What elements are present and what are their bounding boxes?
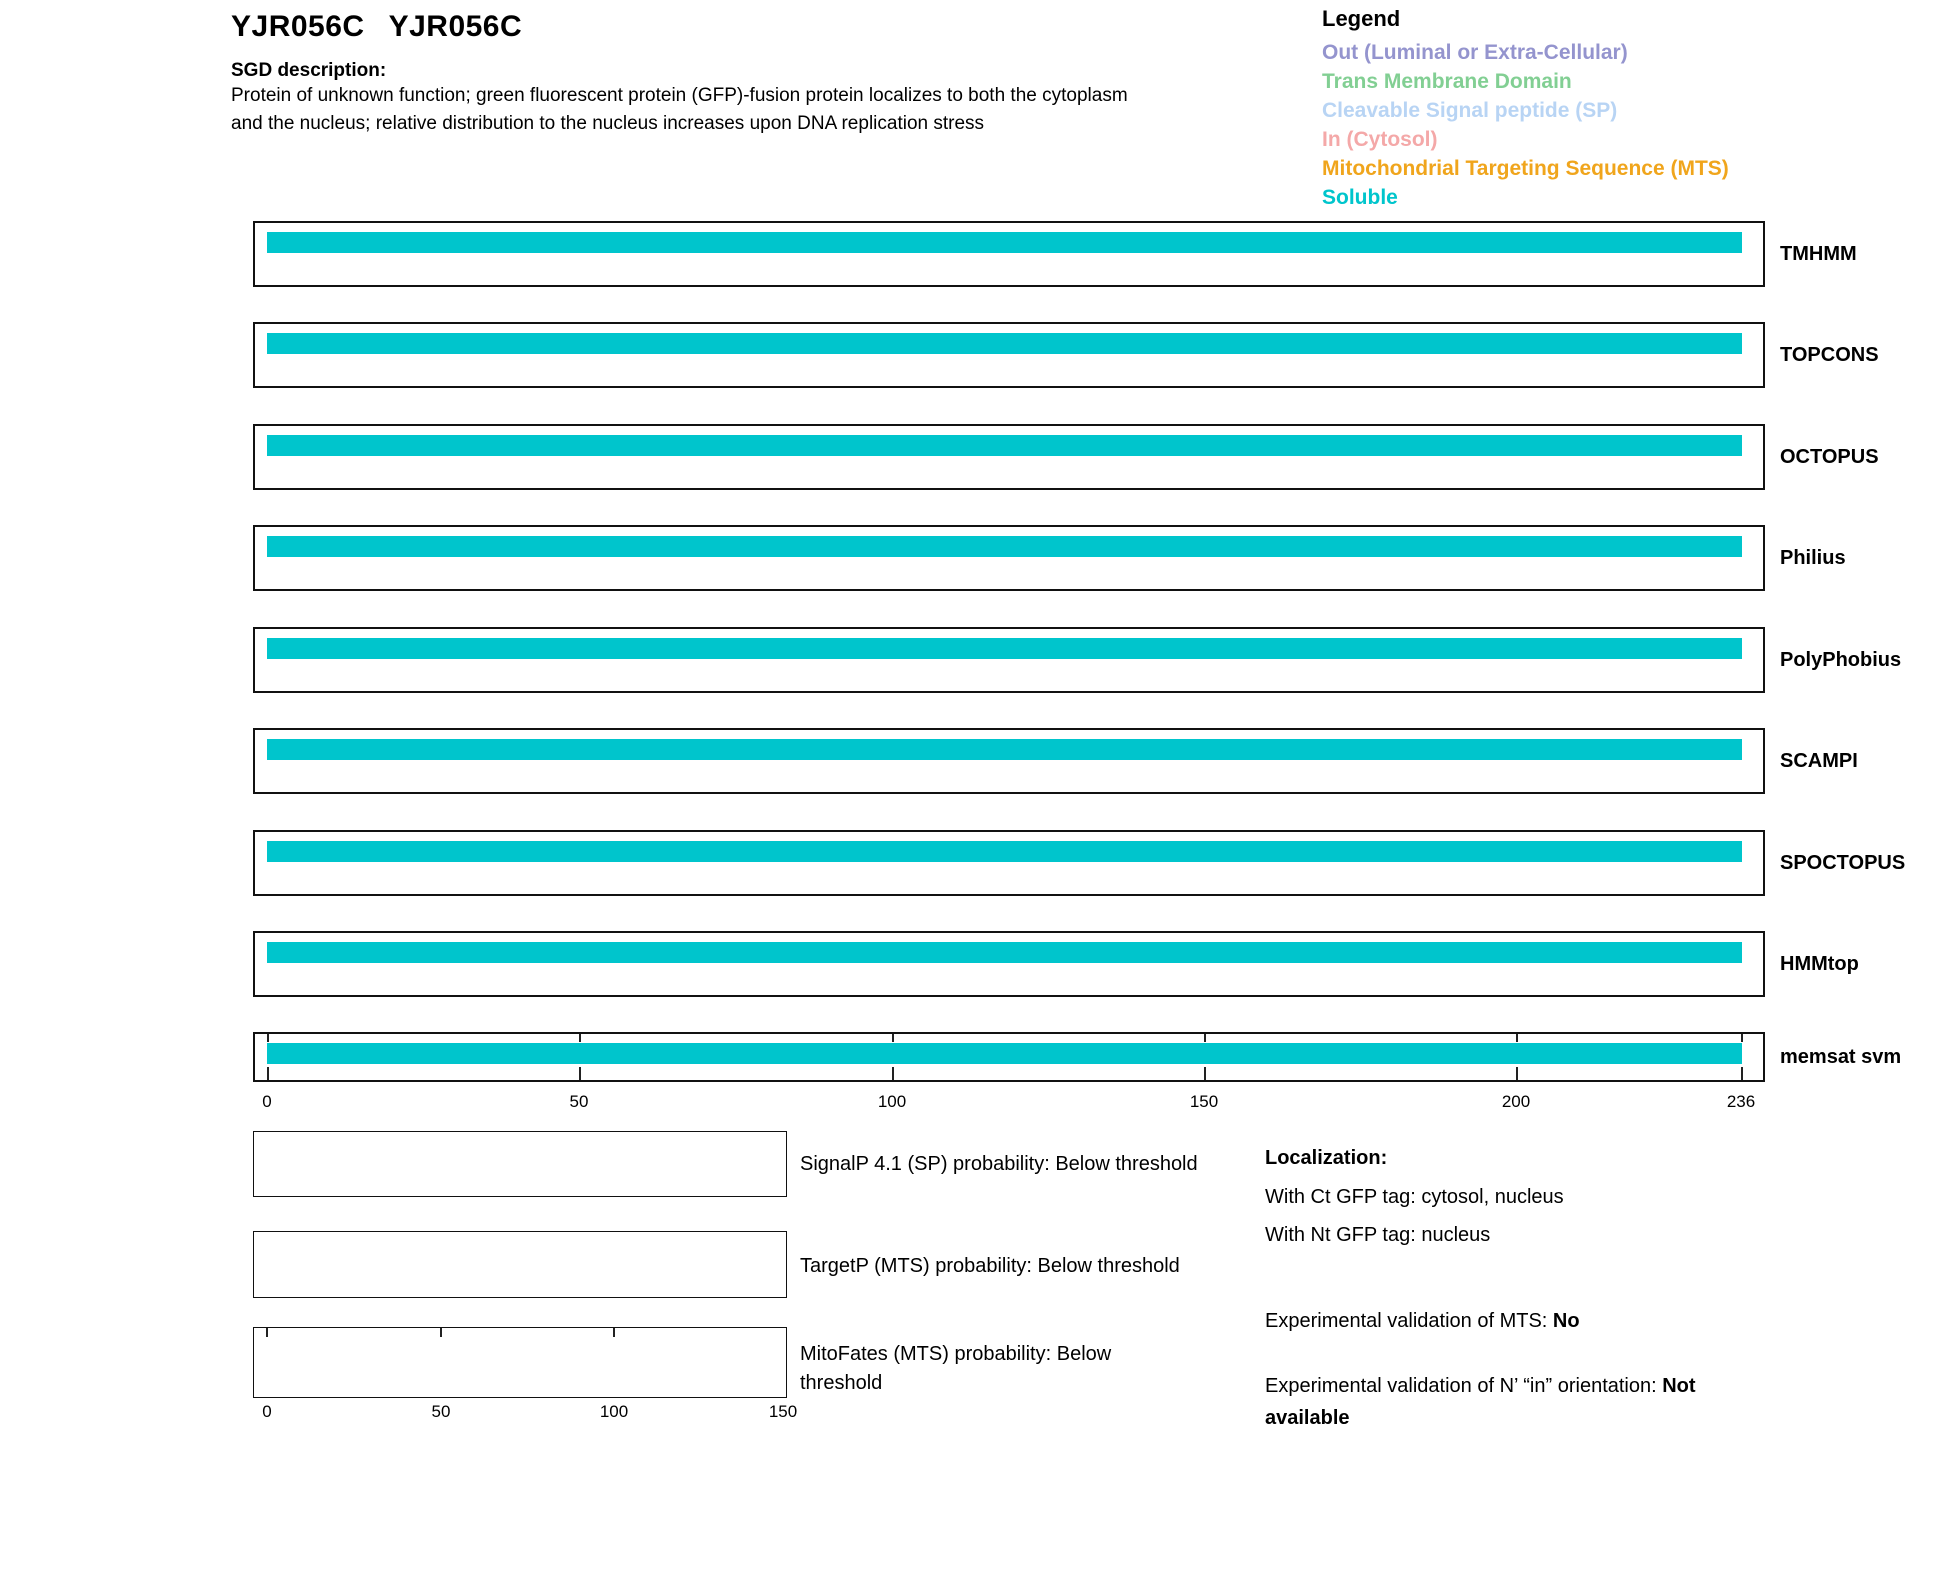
sgd-description-line1: Protein of unknown function; green fluorescent protein (GFP)-fusion protein localizes to both the cytoplasm xyxy=(231,85,1128,106)
soluble-bar xyxy=(267,536,1742,557)
track-box xyxy=(253,1032,1765,1082)
legend-entry-sp: Cleavable Signal peptide (SP) xyxy=(1322,99,1618,122)
gene-standard-name: YJR056C xyxy=(388,10,523,43)
legend-entry-mts: Mitochondrial Targeting Sequence (MTS) xyxy=(1322,157,1729,180)
track-box xyxy=(253,424,1765,490)
track-box xyxy=(253,322,1765,388)
track-row-polyphobius xyxy=(253,627,1950,693)
legend-entry-soluble: Soluble xyxy=(1322,186,1398,209)
axis-tick xyxy=(579,1034,581,1042)
sgd-description-label: SGD description: xyxy=(231,60,387,81)
x-axis xyxy=(253,1092,1765,1114)
track-box xyxy=(253,221,1765,287)
soluble-bar xyxy=(267,435,1742,456)
x-tick-label: 0 xyxy=(262,1092,272,1111)
localization-nt-gfp: With Nt GFP tag: nucleus xyxy=(1265,1224,1491,1246)
x-tick-label: 100 xyxy=(599,1402,629,1421)
orientation-validation-value: Not available xyxy=(1265,1375,1696,1429)
x-tick-label: 50 xyxy=(431,1402,451,1421)
track-row-tmhmm xyxy=(253,221,1950,287)
x-tick-label: 50 xyxy=(569,1092,589,1111)
axis-tick xyxy=(266,1328,268,1337)
mitofates-label: MitoFates (MTS) probability: Below threshold xyxy=(800,1343,1112,1394)
soluble-bar xyxy=(267,739,1742,760)
localization-title: Localization: xyxy=(1265,1147,1388,1169)
x-tick-label: 236 xyxy=(1726,1092,1756,1111)
mts-validation-text: Experimental validation of MTS: xyxy=(1265,1310,1553,1332)
signalp-label: SignalP 4.1 (SP) probability: Below threshold xyxy=(800,1153,1198,1175)
soluble-bar xyxy=(267,638,1742,659)
mitofates-x-axis xyxy=(253,1402,798,1422)
x-tick-label: 100 xyxy=(877,1092,907,1111)
mitofates-plot-box xyxy=(253,1327,787,1398)
mts-validation-value: No xyxy=(1552,1310,1580,1332)
track-label: memsat svm xyxy=(1780,1045,1902,1068)
soluble-bar xyxy=(267,1043,1742,1064)
legend-entry-tmd: Trans Membrane Domain xyxy=(1322,70,1572,93)
axis-tick xyxy=(892,1034,894,1042)
track-label: Philius xyxy=(1780,546,1846,569)
page-title xyxy=(231,10,522,44)
axis-tick xyxy=(440,1328,442,1337)
axis-tick xyxy=(892,1067,894,1080)
legend xyxy=(1322,6,1729,212)
track-row-spoctopus xyxy=(253,830,1950,896)
axis-tick xyxy=(579,1067,581,1080)
orientation-validation xyxy=(1265,1370,1755,1434)
x-tick-label: 150 xyxy=(1189,1092,1219,1111)
soluble-bar xyxy=(267,942,1742,963)
track-row-octopus xyxy=(253,424,1950,490)
track-box xyxy=(253,830,1765,896)
sgd-description-line2: and the nucleus; relative distribution to the nucleus increases upon DNA replication stress xyxy=(231,113,985,134)
axis-tick xyxy=(1204,1067,1206,1080)
axis-tick xyxy=(1741,1067,1743,1080)
soluble-bar xyxy=(267,333,1742,354)
track-box xyxy=(253,728,1765,794)
legend-entry-in: In (Cytosol) xyxy=(1322,128,1438,151)
x-tick-label: 200 xyxy=(1501,1092,1531,1111)
axis-tick xyxy=(1204,1034,1206,1042)
axis-tick xyxy=(267,1067,269,1080)
legend-title: Legend xyxy=(1322,6,1401,31)
axis-tick xyxy=(267,1034,269,1042)
orientation-validation-text: Experimental validation of N’ “in” orientation: xyxy=(1265,1375,1663,1397)
targetp-label: TargetP (MTS) probability: Below threshold xyxy=(800,1255,1180,1277)
targetp-plot-box xyxy=(253,1231,787,1298)
mts-validation xyxy=(1265,1310,1580,1333)
axis-tick xyxy=(1516,1034,1518,1042)
localization-ct-gfp: With Ct GFP tag: cytosol, nucleus xyxy=(1265,1186,1564,1208)
axis-tick xyxy=(1516,1067,1518,1080)
track-label: TOPCONS xyxy=(1780,343,1879,366)
axis-tick xyxy=(1741,1034,1743,1042)
soluble-bar xyxy=(267,232,1742,253)
signalp-plot-box xyxy=(253,1131,787,1197)
axis-tick xyxy=(613,1328,615,1337)
track-label: HMMtop xyxy=(1780,952,1859,975)
track-label: PolyPhobius xyxy=(1780,648,1902,671)
track-row-scampi xyxy=(253,728,1950,794)
x-tick-label: 150 xyxy=(768,1402,798,1421)
track-label: OCTOPUS xyxy=(1780,445,1879,468)
track-row-topcons xyxy=(253,322,1950,388)
track-box xyxy=(253,525,1765,591)
gene-systematic-name: YJR056C xyxy=(231,10,365,43)
legend-entry-out: Out (Luminal or Extra-Cellular) xyxy=(1322,41,1628,64)
track-label: TMHMM xyxy=(1780,242,1857,265)
track-label: SCAMPI xyxy=(1780,749,1858,772)
x-tick-label: 0 xyxy=(262,1402,272,1421)
soluble-bar xyxy=(267,841,1742,862)
track-row-hmmtop xyxy=(253,931,1950,997)
track-label: SPOCTOPUS xyxy=(1780,851,1906,874)
track-row-philius xyxy=(253,525,1950,591)
track-box xyxy=(253,627,1765,693)
track-box xyxy=(253,931,1765,997)
track-row-memsat xyxy=(253,1032,1950,1082)
